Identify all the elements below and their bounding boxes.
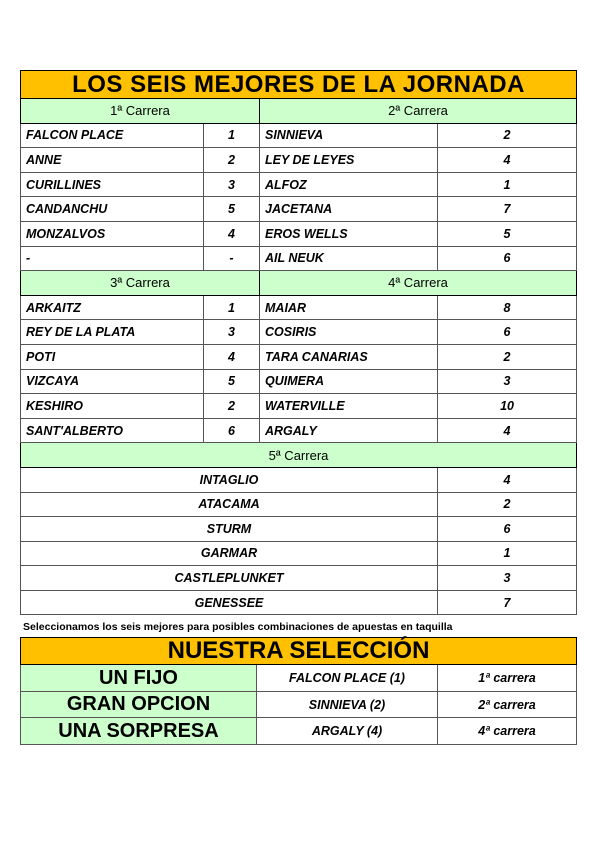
selection-label: UNA SORPRESA <box>21 718 257 745</box>
table-row <box>21 467 577 492</box>
horse-name: CASTLEPLUNKET <box>21 566 438 591</box>
selection-horse: SINNIEVA (2) <box>257 691 438 718</box>
selection-table <box>20 637 577 745</box>
horse-number: 2 <box>438 123 577 148</box>
race-header: 2ª Carrera <box>260 99 577 124</box>
horse-name: POTI <box>21 344 204 369</box>
selection-race: 1ª carrera <box>438 665 577 692</box>
horse-number: 6 <box>204 418 260 443</box>
horse-number: 3 <box>204 172 260 197</box>
horse-name: GARMAR <box>21 541 438 566</box>
race-header-row <box>21 271 577 296</box>
horse-number: 2 <box>204 394 260 419</box>
horse-name: ARKAITZ <box>21 295 204 320</box>
horse-number: 7 <box>438 197 577 222</box>
table-row <box>21 320 577 345</box>
selection-race: 4ª carrera <box>438 718 577 745</box>
horse-name: QUIMERA <box>260 369 438 394</box>
horse-number: 1 <box>438 541 577 566</box>
horse-number: 3 <box>204 320 260 345</box>
table-row <box>21 344 577 369</box>
horse-number: 7 <box>438 590 577 615</box>
horse-name: JACETANA <box>260 197 438 222</box>
horse-number: 5 <box>438 221 577 246</box>
selection-row <box>21 665 577 692</box>
table-row <box>21 369 577 394</box>
selection-row <box>21 691 577 718</box>
horse-number: 4 <box>204 221 260 246</box>
horse-name: KESHIRO <box>21 394 204 419</box>
table-row <box>21 394 577 419</box>
horse-name: SINNIEVA <box>260 123 438 148</box>
horse-name: MAIAR <box>260 295 438 320</box>
race-header-row <box>21 443 577 468</box>
horse-number: 1 <box>204 295 260 320</box>
race-header: 3ª Carrera <box>21 271 260 296</box>
horse-number: 2 <box>204 148 260 173</box>
horse-number: 6 <box>438 246 577 271</box>
table-row <box>21 566 577 591</box>
horse-number: 10 <box>438 394 577 419</box>
table-row <box>21 295 577 320</box>
betting-note: Seleccionamos los seis mejores para posibles combinaciones de apuestas en taquilla <box>23 621 453 634</box>
horse-name: INTAGLIO <box>21 467 438 492</box>
table-row <box>21 418 577 443</box>
horse-name: CURILLINES <box>21 172 204 197</box>
race-header: 4ª Carrera <box>260 271 577 296</box>
horse-name: STURM <box>21 517 438 542</box>
table-row <box>21 123 577 148</box>
race-header: 5ª Carrera <box>21 443 577 468</box>
horse-number: 4 <box>204 344 260 369</box>
horse-name: LEY DE LEYES <box>260 148 438 173</box>
horse-number: 8 <box>438 295 577 320</box>
table-row <box>21 541 577 566</box>
horse-name: MONZALVOS <box>21 221 204 246</box>
table-row <box>21 221 577 246</box>
horse-name: ARGALY <box>260 418 438 443</box>
horse-name: WATERVILLE <box>260 394 438 419</box>
horse-number: 1 <box>204 123 260 148</box>
selection-race: 2ª carrera <box>438 691 577 718</box>
horse-name: REY DE LA PLATA <box>21 320 204 345</box>
horse-number: - <box>204 246 260 271</box>
horse-name: - <box>21 246 204 271</box>
horse-number: 6 <box>438 517 577 542</box>
horse-name: CANDANCHU <box>21 197 204 222</box>
horse-name: COSIRIS <box>260 320 438 345</box>
horse-name: AIL NEUK <box>260 246 438 271</box>
selection-row <box>21 718 577 745</box>
horse-number: 3 <box>438 566 577 591</box>
horse-number: 3 <box>438 369 577 394</box>
horse-name: ANNE <box>21 148 204 173</box>
horse-number: 4 <box>438 148 577 173</box>
horse-name: VIZCAYA <box>21 369 204 394</box>
results-table <box>20 70 577 615</box>
selection-horse: ARGALY (4) <box>257 718 438 745</box>
table-row <box>21 148 577 173</box>
table-row <box>21 246 577 271</box>
results-sheet <box>20 70 576 745</box>
selection-horse: FALCON PLACE (1) <box>257 665 438 692</box>
table-row <box>21 492 577 517</box>
horse-number: 5 <box>204 369 260 394</box>
horse-number: 6 <box>438 320 577 345</box>
table-row <box>21 172 577 197</box>
horse-number: 5 <box>204 197 260 222</box>
horse-number: 1 <box>438 172 577 197</box>
race-header: 1ª Carrera <box>21 99 260 124</box>
horse-name: SANT'ALBERTO <box>21 418 204 443</box>
horse-name: FALCON PLACE <box>21 123 204 148</box>
horse-name: GENESSEE <box>21 590 438 615</box>
selection-label: GRAN OPCION <box>21 691 257 718</box>
horse-number: 4 <box>438 467 577 492</box>
horse-number: 2 <box>438 492 577 517</box>
table-row <box>21 197 577 222</box>
horse-name: ATACAMA <box>21 492 438 517</box>
table-row <box>21 517 577 542</box>
selection-label: UN FIJO <box>21 665 257 692</box>
horse-name: EROS WELLS <box>260 221 438 246</box>
horse-number: 2 <box>438 344 577 369</box>
table-row <box>21 590 577 615</box>
horse-name: TARA CANARIAS <box>260 344 438 369</box>
horse-name: ALFOZ <box>260 172 438 197</box>
selection-title: NUESTRA SELECCIÓN <box>21 638 577 665</box>
page-title: LOS SEIS MEJORES DE LA JORNADA <box>21 71 577 99</box>
horse-number: 4 <box>438 418 577 443</box>
race-header-row <box>21 99 577 124</box>
